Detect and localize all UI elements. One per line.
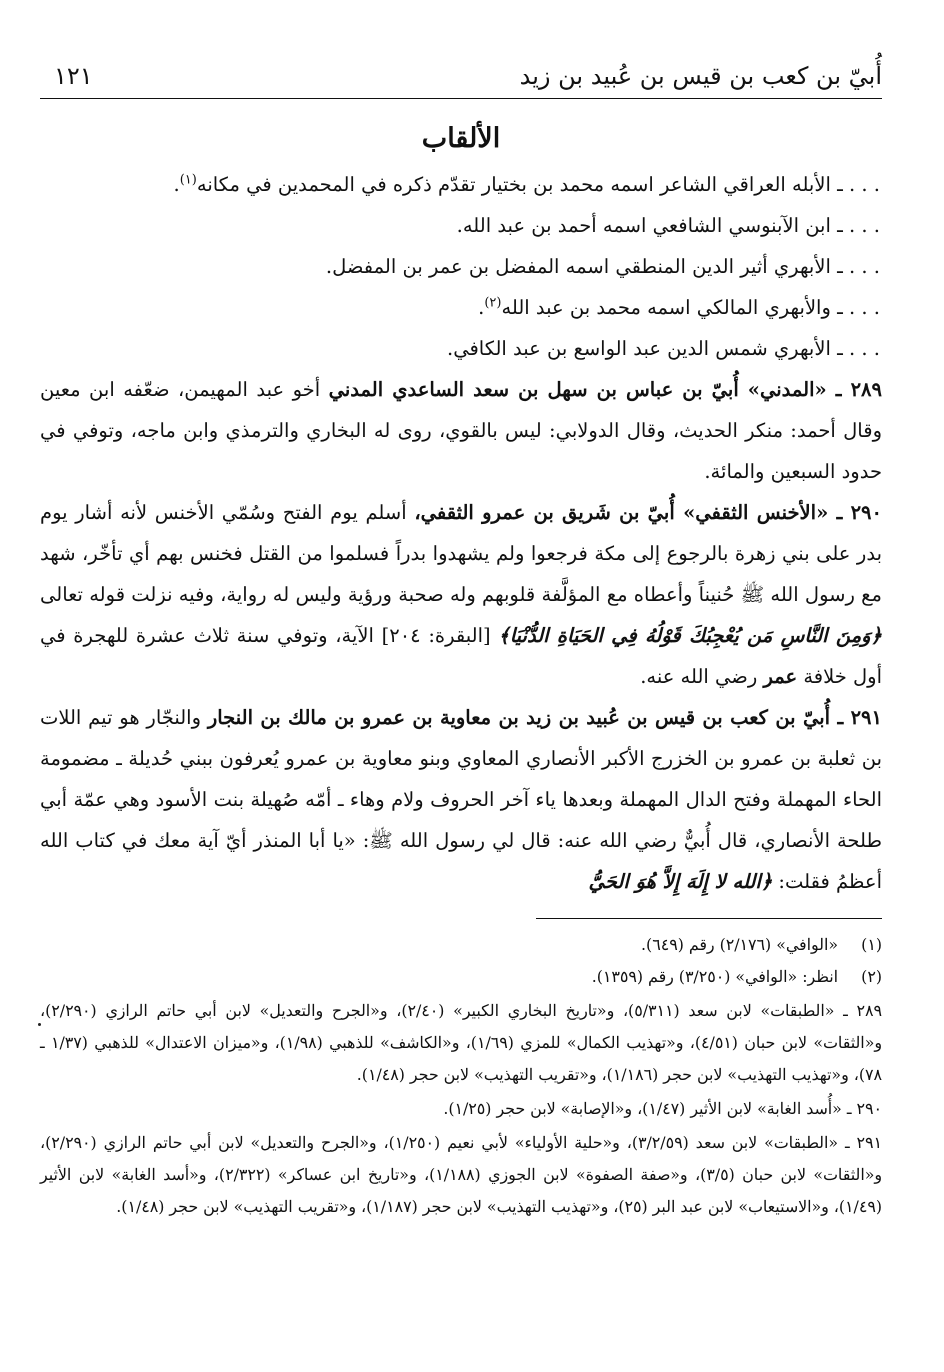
book-page bbox=[40, 48, 882, 1342]
entry-heading: ٢٩٠ ـ «الأخنس الثقفي» أُبيّ بن شَريق بن عمرو الثقفي، bbox=[414, 501, 882, 524]
scan-speck bbox=[38, 1023, 41, 1026]
entry-heading: ٢٩١ ـ أُبيّ بن كعب بن قيس بن عُبيد بن زيد بن معاوية بن عمرو بن مالك بن النجار bbox=[207, 706, 882, 729]
alias-line: . . . ـ الأبهري شمس الدين عبد الواسع بن عبد الكافي. bbox=[447, 337, 880, 360]
alias-line: . . . ـ الأبله العراقي الشاعر اسمه محمد بن بختيار تقدّم ذكره في المحمدين في مكانه$^{(١)}$. bbox=[173, 172, 880, 196]
page-number: ١٢١ bbox=[54, 62, 93, 90]
entry-289: ٢٨٩ ـ «المدني» أُبيّ بن عباس بن سهل بن سعد الساعدي المدني أخو عبد المهيمن، ضعّفه ابن معين وقال أحمد: منكر الحديث، وقال الدولابي: ليس بالقوي، روى له البخاري والترمذي وابن ماجه، وتوفي في حدود السبعين والمائة. bbox=[40, 378, 882, 483]
source-note-291: ٢٩١ ـ «الطبقات» لابن سعد (٣/٢/٥٩)، و«حلية الأولياء» لأبي نعيم (١/٢٥٠)، و«الجرح والتعديل» لابن أبي حاتم الرازي (٢/٢٩٠)، و«الثقات» لابن حبان (٣/٥)، و«صفة الصفوة» لابن الجوزي (١/١٨٨)، و«تاريخ ابن عساكر» (٢/٣٢٢)، و«أسد الغابة» لابن الأثير (١/٤٩)، و«الاستيعاب» لابن عبد البر (٢٥)، و«تهذيب التهذيب» لابن حجر (١/١٨٧)، و«تقريب التهذيب» لابن حجر (١/٤٨). bbox=[40, 1133, 882, 1216]
footnote-ref: (١) bbox=[179, 172, 197, 188]
alias-line: . . . ـ ابن الآبنوسي الشافعي اسمه أحمد بن عبد الله. bbox=[456, 214, 880, 237]
entry-290: ٢٩٠ ـ «الأخنس الثقفي» أُبيّ بن شَريق بن عمرو الثقفي، أسلم يوم الفتح وسُمّي الأخنس لأنه أشار يوم بدر على بني زهرة بالرجوع إلى مكة فرجعوا ولم يشهدوا بدراً فسلموا من القتل فخنس بهم أي تأخّر، شهد مع رسول الله ﷺ حُنيناً وأعطاه مع المؤلَّفة قلوبهم وله صحبة ورؤية وليس له رواية، وفيه نزلت قوله تعالى ﴿وَمِنَ النَّاسِ مَن يُعْجِبُكَ قَوْلُهُ فِي الحَيَاةِ الدُّنْيَا﴾ [البقرة: ٢٠٤] الآية، وتوفي سنة ثلاث عشرة للهجرة في أول خلافة عمر رضي الله عنه. bbox=[40, 501, 882, 688]
source-note-290: ٢٩٠ ـ «أُسد الغابة» لابن الأثير (١/٤٧)، و«الإصابة» لابن حجر (١/٢٥). bbox=[443, 1099, 882, 1118]
quran-verse: ﴿الله لا إِلَهَ إِلاَّ هُوَ الحَيُّ bbox=[588, 870, 773, 893]
body-text bbox=[40, 164, 882, 902]
entry-heading: ٢٨٩ ـ «المدني» أُبيّ بن عباس بن سهل بن سعد الساعدي المدني bbox=[328, 378, 882, 401]
alias-line: . . . ـ والأبهري المالكي اسمه محمد بن عبد الله$^{(٢)}$. bbox=[478, 295, 880, 319]
footnotes bbox=[40, 929, 882, 1223]
footnote-divider bbox=[536, 918, 882, 919]
section-heading: الألقاب bbox=[421, 123, 501, 154]
footnote: (٢)انظر: «الوافي» (٣/٢٥٠) رقم (١٣٥٩). bbox=[591, 967, 882, 986]
alias-line: . . . ـ الأبهري أثير الدين المنطقي اسمه المفضل بن عمر بن المفضل. bbox=[325, 255, 880, 278]
footnote-ref: (٢) bbox=[484, 295, 502, 311]
running-title: أُبيّ بن كعب بن قيس بن عُبيد بن زيد bbox=[519, 62, 882, 90]
quran-verse: ﴿وَمِنَ النَّاسِ مَن يُعْجِبُكَ قَوْلُهُ فِي الحَيَاةِ الدُّنْيَا﴾ bbox=[498, 624, 882, 647]
footnote: (١)«الوافي» (٢/١٧٦) رقم (٦٤٩). bbox=[641, 935, 882, 954]
running-header bbox=[40, 48, 882, 99]
source-note-289: ٢٨٩ ـ «الطبقات» لابن سعد (٥/٣١١)، و«تاريخ البخاري الكبير» (٢/٤٠)، و«الجرح والتعديل» لابن أبي حاتم الرازي (٢/٢٩٠)، و«الثقات» لابن حبان (٤/٥١)، و«تهذيب الكمال» للمزي (١/٦٩)، و«الكاشف» للذهبي (١/٩٨)، و«ميزان الاعتدال» للذهبي (١/٣٧ ـ ٧٨)، و«تهذيب التهذيب» لابن حجر (١/١٨٦)، و«تقريب التهذيب» لابن حجر (١/٤٨). bbox=[40, 1001, 882, 1084]
entry-291: ٢٩١ ـ أُبيّ بن كعب بن قيس بن عُبيد بن زيد بن معاوية بن عمرو بن مالك بن النجار والنجّار هو تيم اللات بن ثعلبة بن عمرو بن الخزرج الأكبر الأنصاري المعاوي وبنو معاوية بن عمرو يُعرفون ببني حُديلة ـ مضمومة الحاء المهملة وفتح الدال المهملة وبعدها ياء آخر الحروف ولام وهاء ـ أمّه صُهيلة بنت الأسود وهي عمّة أبي طلحة الأنصاري، قال أُبيٌّ رضي الله عنه: قال لي رسول الله ﷺ: «يا أبا المنذر أيّ آية معك في كتاب الله أعظمُ فقلت: ﴿الله لا إِلَهَ إِلاَّ هُوَ الحَيُّ bbox=[40, 706, 882, 893]
